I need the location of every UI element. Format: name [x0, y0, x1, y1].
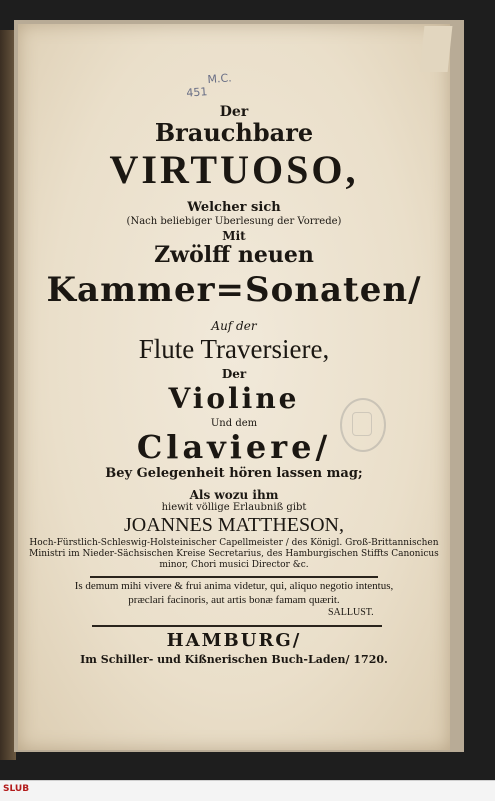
line-hiewit: hiewit völlige Erlaubniß gibt — [161, 502, 307, 513]
line-als-wozu: Als wozu ihm — [189, 488, 279, 502]
page-corner-tab — [420, 26, 453, 72]
line-welcher: Welcher sich — [187, 200, 281, 215]
line-nach: (Nach beliebiger Uberlesung der Vorrede) — [126, 216, 342, 227]
author-title-line-1: Hoch-Fürstlich-Schleswig-Holsteinischer Capellmeister / des Königl. Groß-Brittannischen — [29, 538, 439, 548]
shelfmark-annotation — [185, 72, 233, 99]
motto-line-2: præclari facinoris, aut artis bonæ famam quærit. — [128, 594, 340, 606]
title-brauchbare: Brauchbare — [154, 118, 314, 147]
title-kammer-sonaten: Kammer=Sonaten/ — [46, 270, 422, 310]
library-logo: SLUB — [3, 784, 30, 794]
author-name: JOANNES MATTHESON, — [123, 514, 344, 536]
divider-rule-2 — [92, 625, 382, 627]
author-title-line-3: minor, Chori musici Director &c. — [159, 560, 309, 570]
title-virtuoso: VIRTUOSO, — [109, 147, 359, 192]
title-page — [18, 24, 450, 750]
line-mit: Mit — [222, 229, 246, 243]
shelfmark-line-1: M.C. — [207, 71, 233, 87]
title-der: Der — [219, 104, 249, 120]
motto-line-1: Is demum mihi vivere & frui anima videtur, qui, aliquo negotio intentus, — [74, 580, 394, 592]
line-bey-gelegenheit: Bey Gelegenheit hören lassen mag; — [105, 466, 363, 481]
line-zwolff: Zwölff neuen — [154, 242, 314, 268]
title-claviere: Claviere/ — [136, 428, 332, 466]
viewer-footer — [0, 780, 495, 801]
shelfmark-line-2: 451 — [185, 85, 208, 100]
line-auf-der: Auf der — [211, 319, 257, 333]
line-und-dem: Und dem — [210, 418, 258, 429]
motto-author: SALLUST. — [328, 607, 374, 618]
author-title-line-2: Ministri im Nieder-Sächsischen Kreise Secretarius, des Hamburgischen Stiffts Canonicus — [29, 549, 439, 559]
imprint-place: HAMBURG/ — [166, 630, 302, 651]
line-flute-traversiere: Flute Traversiere, — [138, 334, 330, 364]
divider-rule-1 — [90, 576, 378, 578]
line-der-2: Der — [221, 367, 247, 381]
imprint-publisher: Im Schiller- und Kißnerischen Buch-Laden/ 1720. — [80, 653, 388, 666]
title-violine: Violine — [168, 382, 300, 415]
